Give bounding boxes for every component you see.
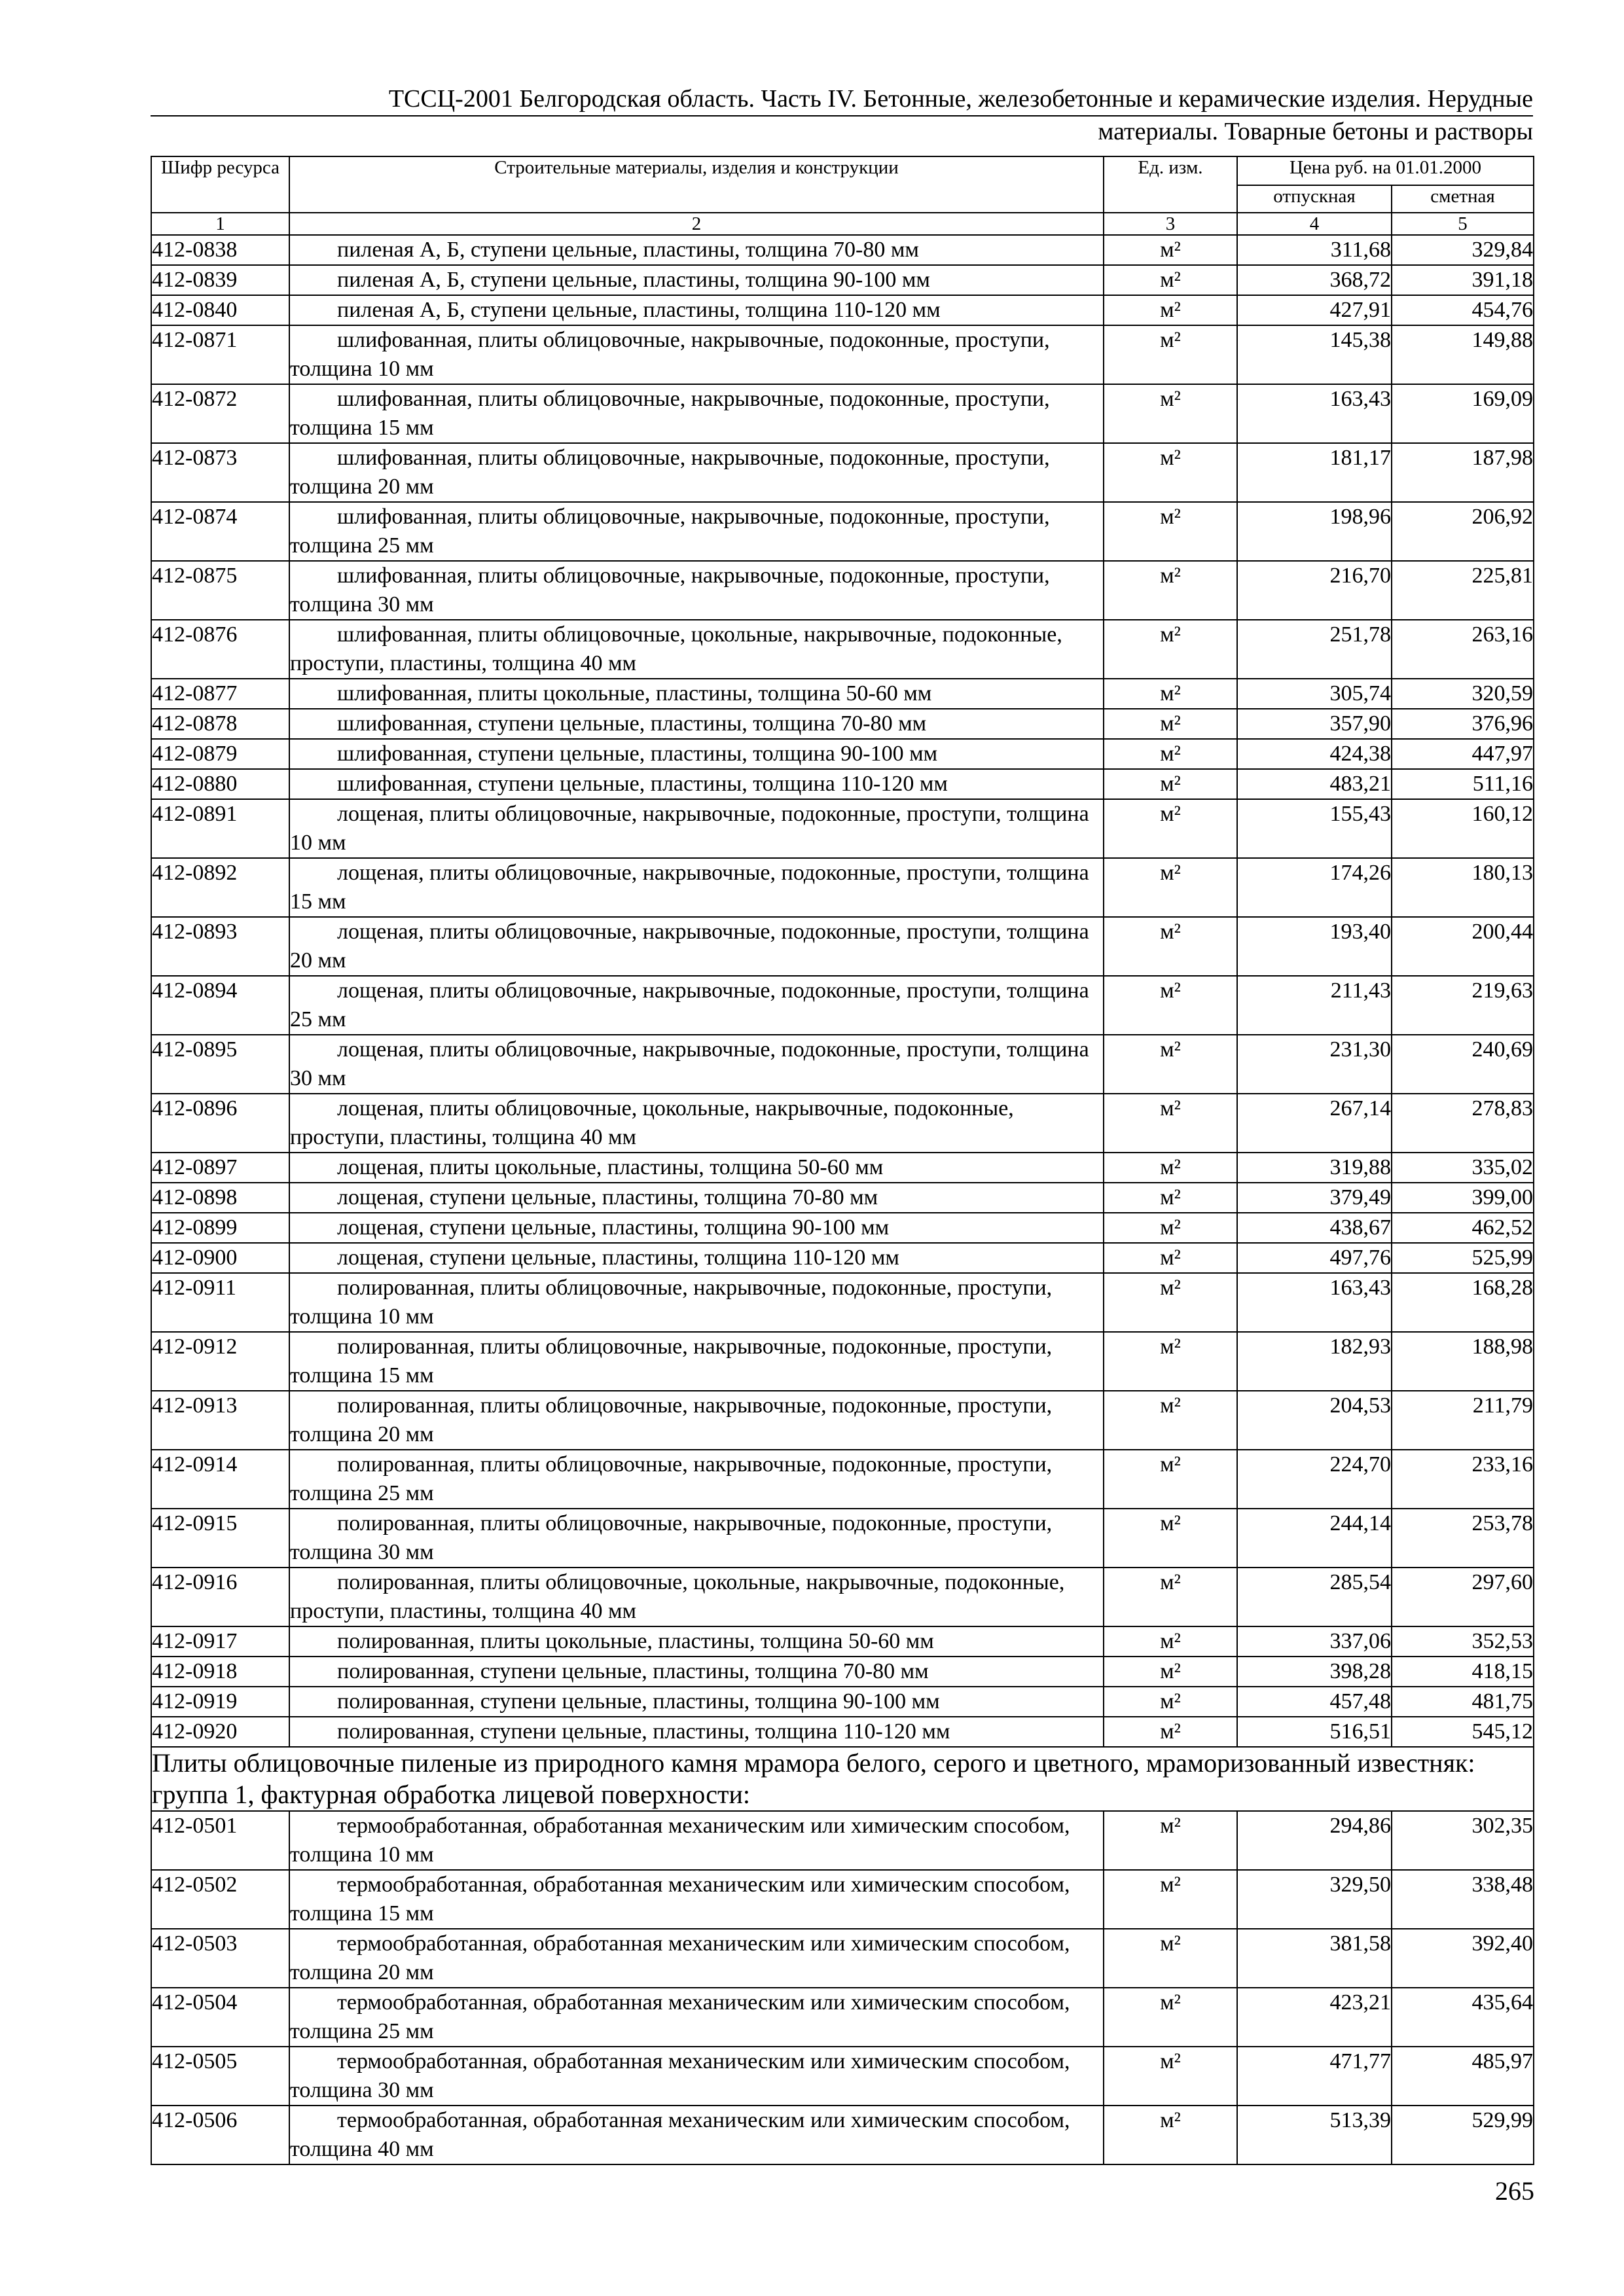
col-header-release-price: отпускная xyxy=(1237,185,1392,213)
estimate-price-cell: 219,63 xyxy=(1392,976,1534,1035)
resource-code-cell: 412-0879 xyxy=(151,739,289,769)
table-row xyxy=(151,265,1534,295)
table-row xyxy=(151,769,1534,799)
resource-code-cell: 412-0501 xyxy=(151,1811,289,1870)
release-price-cell: 145,38 xyxy=(1237,325,1392,384)
release-price-cell: 163,43 xyxy=(1237,384,1392,443)
release-price-cell: 224,70 xyxy=(1237,1450,1392,1509)
resource-code-cell: 412-0911 xyxy=(151,1273,289,1332)
column-number: 4 xyxy=(1237,213,1392,235)
description-cell: полированная, плиты облицовочные, накрывочные, подоконные, проступи, толщина 25 мм xyxy=(289,1450,1104,1509)
release-price-cell: 497,76 xyxy=(1237,1243,1392,1273)
resource-code-cell: 412-0505 xyxy=(151,2047,289,2106)
description-cell: лощеная, плиты облицовочные, накрывочные, подоконные, проступи, толщина 25 мм xyxy=(289,976,1104,1035)
table-row xyxy=(151,679,1534,709)
table-row xyxy=(151,799,1534,858)
col-header-unit: Ед. изм. xyxy=(1104,156,1237,213)
release-price-cell: 438,67 xyxy=(1237,1213,1392,1243)
estimate-price-cell: 462,52 xyxy=(1392,1213,1534,1243)
release-price-cell: 427,91 xyxy=(1237,295,1392,325)
estimate-price-cell: 545,12 xyxy=(1392,1717,1534,1747)
unit-cell: м² xyxy=(1104,325,1237,384)
estimate-price-cell: 225,81 xyxy=(1392,561,1534,620)
page-header xyxy=(151,84,1533,147)
header-title-line-2: материалы. Товарные бетоны и растворы xyxy=(1098,118,1533,145)
table-row xyxy=(151,502,1534,561)
release-price-cell: 398,28 xyxy=(1237,1657,1392,1687)
unit-cell: м² xyxy=(1104,1988,1237,2047)
price-table xyxy=(151,156,1534,2165)
description-cell: термообработанная, обработанная механическим или химическим способом, толщина 10 мм xyxy=(289,1811,1104,1870)
resource-code-cell: 412-0876 xyxy=(151,620,289,679)
release-price-cell: 483,21 xyxy=(1237,769,1392,799)
table-row xyxy=(151,917,1534,976)
description-cell: полированная, плиты облицовочные, накрывочные, подоконные, проступи, толщина 15 мм xyxy=(289,1332,1104,1391)
unit-cell: м² xyxy=(1104,1094,1237,1153)
description-cell: полированная, ступени цельные, пластины, толщина 90-100 мм xyxy=(289,1687,1104,1717)
estimate-price-cell: 352,53 xyxy=(1392,1626,1534,1657)
description-cell: лощеная, плиты цокольные, пластины, толщина 50-60 мм xyxy=(289,1153,1104,1183)
unit-cell: м² xyxy=(1104,2106,1237,2164)
resource-code-cell: 412-0877 xyxy=(151,679,289,709)
unit-cell: м² xyxy=(1104,443,1237,502)
estimate-price-cell: 529,99 xyxy=(1392,2106,1534,2164)
unit-cell: м² xyxy=(1104,384,1237,443)
unit-cell: м² xyxy=(1104,1391,1237,1450)
table-row xyxy=(151,1153,1534,1183)
estimate-price-cell: 149,88 xyxy=(1392,325,1534,384)
release-price-cell: 244,14 xyxy=(1237,1509,1392,1568)
release-price-cell: 216,70 xyxy=(1237,561,1392,620)
release-price-cell: 513,39 xyxy=(1237,2106,1392,2164)
table-row xyxy=(151,295,1534,325)
description-cell: лощеная, ступени цельные, пластины, толщина 90-100 мм xyxy=(289,1213,1104,1243)
estimate-price-cell: 329,84 xyxy=(1392,235,1534,265)
release-price-cell: 337,06 xyxy=(1237,1626,1392,1657)
table-row xyxy=(151,1626,1534,1657)
table-row xyxy=(151,561,1534,620)
unit-cell: м² xyxy=(1104,1213,1237,1243)
resource-code-cell: 412-0897 xyxy=(151,1153,289,1183)
description-cell: лощеная, плиты облицовочные, накрывочные, подоконные, проступи, толщина 30 мм xyxy=(289,1035,1104,1094)
table-body-part-2 xyxy=(151,1811,1534,2164)
resource-code-cell: 412-0919 xyxy=(151,1687,289,1717)
estimate-price-cell: 435,64 xyxy=(1392,1988,1534,2047)
resource-code-cell: 412-0874 xyxy=(151,502,289,561)
release-price-cell: 193,40 xyxy=(1237,917,1392,976)
table-body-part-1 xyxy=(151,235,1534,1747)
table-row xyxy=(151,1035,1534,1094)
unit-cell: м² xyxy=(1104,1929,1237,1988)
resource-code-cell: 412-0838 xyxy=(151,235,289,265)
estimate-price-cell: 447,97 xyxy=(1392,739,1534,769)
resource-code-cell: 412-0504 xyxy=(151,1988,289,2047)
unit-cell: м² xyxy=(1104,799,1237,858)
description-cell: термообработанная, обработанная механическим или химическим способом, толщина 30 мм xyxy=(289,2047,1104,2106)
table-row xyxy=(151,858,1534,917)
description-cell: шлифованная, плиты облицовочные, накрывочные, подоконные, проступи, толщина 20 мм xyxy=(289,443,1104,502)
description-cell: термообработанная, обработанная механическим или химическим способом, толщина 20 мм xyxy=(289,1929,1104,1988)
estimate-price-cell: 376,96 xyxy=(1392,709,1534,739)
release-price-cell: 294,86 xyxy=(1237,1811,1392,1870)
release-price-cell: 163,43 xyxy=(1237,1273,1392,1332)
description-cell: лощеная, плиты облицовочные, цокольные, накрывочные, подоконные, проступи, пластины, толщина 40 мм xyxy=(289,1094,1104,1153)
release-price-cell: 516,51 xyxy=(1237,1717,1392,1747)
column-number: 5 xyxy=(1392,213,1534,235)
resource-code-cell: 412-0918 xyxy=(151,1657,289,1687)
estimate-price-cell: 391,18 xyxy=(1392,265,1534,295)
description-cell: шлифованная, ступени цельные, пластины, толщина 90-100 мм xyxy=(289,739,1104,769)
table-row xyxy=(151,1273,1534,1332)
description-cell: шлифованная, ступени цельные, пластины, толщина 70-80 мм xyxy=(289,709,1104,739)
resource-code-cell: 412-0916 xyxy=(151,1568,289,1626)
unit-cell: м² xyxy=(1104,1657,1237,1687)
description-cell: шлифованная, плиты облицовочные, накрывочные, подоконные, проступи, толщина 30 мм xyxy=(289,561,1104,620)
release-price-cell: 423,21 xyxy=(1237,1988,1392,2047)
table-row xyxy=(151,2047,1534,2106)
table-row xyxy=(151,1509,1534,1568)
estimate-price-cell: 297,60 xyxy=(1392,1568,1534,1626)
col-header-description: Строительные материалы, изделия и конструкции xyxy=(289,156,1104,213)
estimate-price-cell: 399,00 xyxy=(1392,1183,1534,1213)
description-cell: лощеная, плиты облицовочные, накрывочные, подоконные, проступи, толщина 10 мм xyxy=(289,799,1104,858)
resource-code-cell: 412-0875 xyxy=(151,561,289,620)
release-price-cell: 285,54 xyxy=(1237,1568,1392,1626)
estimate-price-cell: 302,35 xyxy=(1392,1811,1534,1870)
estimate-price-cell: 485,97 xyxy=(1392,2047,1534,2106)
table-row xyxy=(151,1094,1534,1153)
estimate-price-cell: 211,79 xyxy=(1392,1391,1534,1450)
column-number: 2 xyxy=(289,213,1104,235)
table-row xyxy=(151,1988,1534,2047)
resource-code-cell: 412-0900 xyxy=(151,1243,289,1273)
table-row xyxy=(151,1183,1534,1213)
table-row xyxy=(151,235,1534,265)
estimate-price-cell: 188,98 xyxy=(1392,1332,1534,1391)
description-cell: лощеная, ступени цельные, пластины, толщина 110-120 мм xyxy=(289,1243,1104,1273)
description-cell: лощеная, ступени цельные, пластины, толщина 70-80 мм xyxy=(289,1183,1104,1213)
estimate-price-cell: 206,92 xyxy=(1392,502,1534,561)
unit-cell: м² xyxy=(1104,858,1237,917)
col-header-estimate-price: сметная xyxy=(1392,185,1534,213)
description-cell: полированная, плиты облицовочные, накрывочные, подоконные, проступи, толщина 30 мм xyxy=(289,1509,1104,1568)
release-price-cell: 305,74 xyxy=(1237,679,1392,709)
unit-cell: м² xyxy=(1104,769,1237,799)
estimate-price-cell: 454,76 xyxy=(1392,295,1534,325)
unit-cell: м² xyxy=(1104,1183,1237,1213)
unit-cell: м² xyxy=(1104,1273,1237,1332)
table-row xyxy=(151,1243,1534,1273)
unit-cell: м² xyxy=(1104,1687,1237,1717)
resource-code-cell: 412-0506 xyxy=(151,2106,289,2164)
description-cell: шлифованная, ступени цельные, пластины, толщина 110-120 мм xyxy=(289,769,1104,799)
table-row xyxy=(151,1811,1534,1870)
release-price-cell: 181,17 xyxy=(1237,443,1392,502)
description-cell: полированная, плиты цокольные, пластины, толщина 50-60 мм xyxy=(289,1626,1104,1657)
table-row xyxy=(151,443,1534,502)
table-row xyxy=(151,739,1534,769)
description-cell: полированная, плиты облицовочные, цокольные, накрывочные, подоконные, проступи, пластины, толщина 40 мм xyxy=(289,1568,1104,1626)
release-price-cell: 155,43 xyxy=(1237,799,1392,858)
table-row xyxy=(151,1657,1534,1687)
unit-cell: м² xyxy=(1104,502,1237,561)
table-row xyxy=(151,1717,1534,1747)
description-cell: термообработанная, обработанная механическим или химическим способом, толщина 15 мм xyxy=(289,1870,1104,1929)
unit-cell: м² xyxy=(1104,679,1237,709)
estimate-price-cell: 338,48 xyxy=(1392,1870,1534,1929)
estimate-price-cell: 511,16 xyxy=(1392,769,1534,799)
unit-cell: м² xyxy=(1104,265,1237,295)
col-header-code: Шифр ресурса xyxy=(151,156,289,213)
resource-code-cell: 412-0895 xyxy=(151,1035,289,1094)
estimate-price-cell: 418,15 xyxy=(1392,1657,1534,1687)
release-price-cell: 379,49 xyxy=(1237,1183,1392,1213)
estimate-price-cell: 187,98 xyxy=(1392,443,1534,502)
unit-cell: м² xyxy=(1104,1035,1237,1094)
header-title-line-1: ТССЦ-2001 Белгородская область. Часть IV. Бетонные, железобетонные и керамические изделия. Нерудные xyxy=(388,85,1533,113)
table-row xyxy=(151,1870,1534,1929)
description-cell: шлифованная, плиты облицовочные, цокольные, накрывочные, подоконные, проступи, пластины, толщина 40 мм xyxy=(289,620,1104,679)
estimate-price-cell: 160,12 xyxy=(1392,799,1534,858)
description-cell: шлифованная, плиты облицовочные, накрывочные, подоконные, проступи, толщина 10 мм xyxy=(289,325,1104,384)
estimate-price-cell: 320,59 xyxy=(1392,679,1534,709)
estimate-price-cell: 200,44 xyxy=(1392,917,1534,976)
unit-cell: м² xyxy=(1104,1811,1237,1870)
description-cell: пиленая А, Б, ступени цельные, пластины, толщина 90-100 мм xyxy=(289,265,1104,295)
estimate-price-cell: 392,40 xyxy=(1392,1929,1534,1988)
resource-code-cell: 412-0915 xyxy=(151,1509,289,1568)
column-number: 1 xyxy=(151,213,289,235)
estimate-price-cell: 168,28 xyxy=(1392,1273,1534,1332)
unit-cell: м² xyxy=(1104,1870,1237,1929)
release-price-cell: 211,43 xyxy=(1237,976,1392,1035)
column-number-row xyxy=(151,213,1534,235)
table-row xyxy=(151,1450,1534,1509)
table-row xyxy=(151,325,1534,384)
col-header-price: Цена руб. на 01.01.2000 xyxy=(1237,156,1534,185)
description-cell: полированная, плиты облицовочные, накрывочные, подоконные, проступи, толщина 10 мм xyxy=(289,1273,1104,1332)
table-row xyxy=(151,620,1534,679)
table-row xyxy=(151,2106,1534,2164)
release-price-cell: 357,90 xyxy=(1237,709,1392,739)
unit-cell: м² xyxy=(1104,976,1237,1035)
table-row xyxy=(151,1568,1534,1626)
table-row xyxy=(151,1929,1534,1988)
description-cell: термообработанная, обработанная механическим или химическим способом, толщина 25 мм xyxy=(289,1988,1104,2047)
release-price-cell: 174,26 xyxy=(1237,858,1392,917)
estimate-price-cell: 233,16 xyxy=(1392,1450,1534,1509)
description-cell: пиленая А, Б, ступени цельные, пластины, толщина 70-80 мм xyxy=(289,235,1104,265)
unit-cell: м² xyxy=(1104,1332,1237,1391)
unit-cell: м² xyxy=(1104,1568,1237,1626)
estimate-price-cell: 169,09 xyxy=(1392,384,1534,443)
release-price-cell: 381,58 xyxy=(1237,1929,1392,1988)
release-price-cell: 424,38 xyxy=(1237,739,1392,769)
description-cell: шлифованная, плиты цокольные, пластины, толщина 50-60 мм xyxy=(289,679,1104,709)
description-cell: шлифованная, плиты облицовочные, накрывочные, подоконные, проступи, толщина 25 мм xyxy=(289,502,1104,561)
table-row xyxy=(151,1391,1534,1450)
release-price-cell: 231,30 xyxy=(1237,1035,1392,1094)
unit-cell: м² xyxy=(1104,235,1237,265)
table-row xyxy=(151,976,1534,1035)
unit-cell: м² xyxy=(1104,295,1237,325)
estimate-price-cell: 335,02 xyxy=(1392,1153,1534,1183)
resource-code-cell: 412-0871 xyxy=(151,325,289,384)
description-cell: полированная, плиты облицовочные, накрывочные, подоконные, проступи, толщина 20 мм xyxy=(289,1391,1104,1450)
resource-code-cell: 412-0839 xyxy=(151,265,289,295)
estimate-price-cell: 481,75 xyxy=(1392,1687,1534,1717)
estimate-price-cell: 278,83 xyxy=(1392,1094,1534,1153)
resource-code-cell: 412-0894 xyxy=(151,976,289,1035)
unit-cell: м² xyxy=(1104,739,1237,769)
description-cell: пиленая А, Б, ступени цельные, пластины, толщина 110-120 мм xyxy=(289,295,1104,325)
description-cell: полированная, ступени цельные, пластины, толщина 70-80 мм xyxy=(289,1657,1104,1687)
resource-code-cell: 412-0913 xyxy=(151,1391,289,1450)
resource-code-cell: 412-0898 xyxy=(151,1183,289,1213)
release-price-cell: 311,68 xyxy=(1237,235,1392,265)
resource-code-cell: 412-0891 xyxy=(151,799,289,858)
column-number: 3 xyxy=(1104,213,1237,235)
unit-cell: м² xyxy=(1104,1153,1237,1183)
description-cell: шлифованная, плиты облицовочные, накрывочные, подоконные, проступи, толщина 15 мм xyxy=(289,384,1104,443)
resource-code-cell: 412-0917 xyxy=(151,1626,289,1657)
resource-code-cell: 412-0878 xyxy=(151,709,289,739)
resource-code-cell: 412-0912 xyxy=(151,1332,289,1391)
unit-cell: м² xyxy=(1104,1243,1237,1273)
unit-cell: м² xyxy=(1104,620,1237,679)
release-price-cell: 319,88 xyxy=(1237,1153,1392,1183)
estimate-price-cell: 263,16 xyxy=(1392,620,1534,679)
estimate-price-cell: 180,13 xyxy=(1392,858,1534,917)
resource-code-cell: 412-0503 xyxy=(151,1929,289,1988)
estimate-price-cell: 253,78 xyxy=(1392,1509,1534,1568)
release-price-cell: 204,53 xyxy=(1237,1391,1392,1450)
resource-code-cell: 412-0840 xyxy=(151,295,289,325)
release-price-cell: 251,78 xyxy=(1237,620,1392,679)
table-row xyxy=(151,1687,1534,1717)
release-price-cell: 457,48 xyxy=(1237,1687,1392,1717)
resource-code-cell: 412-0920 xyxy=(151,1717,289,1747)
unit-cell: м² xyxy=(1104,2047,1237,2106)
description-cell: лощеная, плиты облицовочные, накрывочные, подоконные, проступи, толщина 15 мм xyxy=(289,858,1104,917)
unit-cell: м² xyxy=(1104,1626,1237,1657)
resource-code-cell: 412-0892 xyxy=(151,858,289,917)
table-row xyxy=(151,1213,1534,1243)
release-price-cell: 471,77 xyxy=(1237,2047,1392,2106)
section-heading-group xyxy=(151,1747,1534,1811)
release-price-cell: 329,50 xyxy=(1237,1870,1392,1929)
release-price-cell: 368,72 xyxy=(1237,265,1392,295)
unit-cell: м² xyxy=(1104,1450,1237,1509)
resource-code-cell: 412-0872 xyxy=(151,384,289,443)
description-cell: полированная, ступени цельные, пластины, толщина 110-120 мм xyxy=(289,1717,1104,1747)
estimate-price-cell: 525,99 xyxy=(1392,1243,1534,1273)
release-price-cell: 267,14 xyxy=(1237,1094,1392,1153)
unit-cell: м² xyxy=(1104,1509,1237,1568)
section-heading: Плиты облицовочные пиленые из природного камня мрамора белого, серого и цветного, мраморизованный известняк: группа 1, фактурная обработка лицевой поверхности: xyxy=(151,1747,1534,1811)
table-row xyxy=(151,709,1534,739)
unit-cell: м² xyxy=(1104,1717,1237,1747)
unit-cell: м² xyxy=(1104,709,1237,739)
resource-code-cell: 412-0893 xyxy=(151,917,289,976)
estimate-price-cell: 240,69 xyxy=(1392,1035,1534,1094)
resource-code-cell: 412-0880 xyxy=(151,769,289,799)
resource-code-cell: 412-0502 xyxy=(151,1870,289,1929)
table-row xyxy=(151,1332,1534,1391)
resource-code-cell: 412-0896 xyxy=(151,1094,289,1153)
release-price-cell: 198,96 xyxy=(1237,502,1392,561)
table-row xyxy=(151,384,1534,443)
resource-code-cell: 412-0899 xyxy=(151,1213,289,1243)
resource-code-cell: 412-0873 xyxy=(151,443,289,502)
unit-cell: м² xyxy=(1104,917,1237,976)
description-cell: термообработанная, обработанная механическим или химическим способом, толщина 40 мм xyxy=(289,2106,1104,2164)
unit-cell: м² xyxy=(1104,561,1237,620)
resource-code-cell: 412-0914 xyxy=(151,1450,289,1509)
page-number: 265 xyxy=(1495,2176,1534,2206)
description-cell: лощеная, плиты облицовочные, накрывочные, подоконные, проступи, толщина 20 мм xyxy=(289,917,1104,976)
release-price-cell: 182,93 xyxy=(1237,1332,1392,1391)
